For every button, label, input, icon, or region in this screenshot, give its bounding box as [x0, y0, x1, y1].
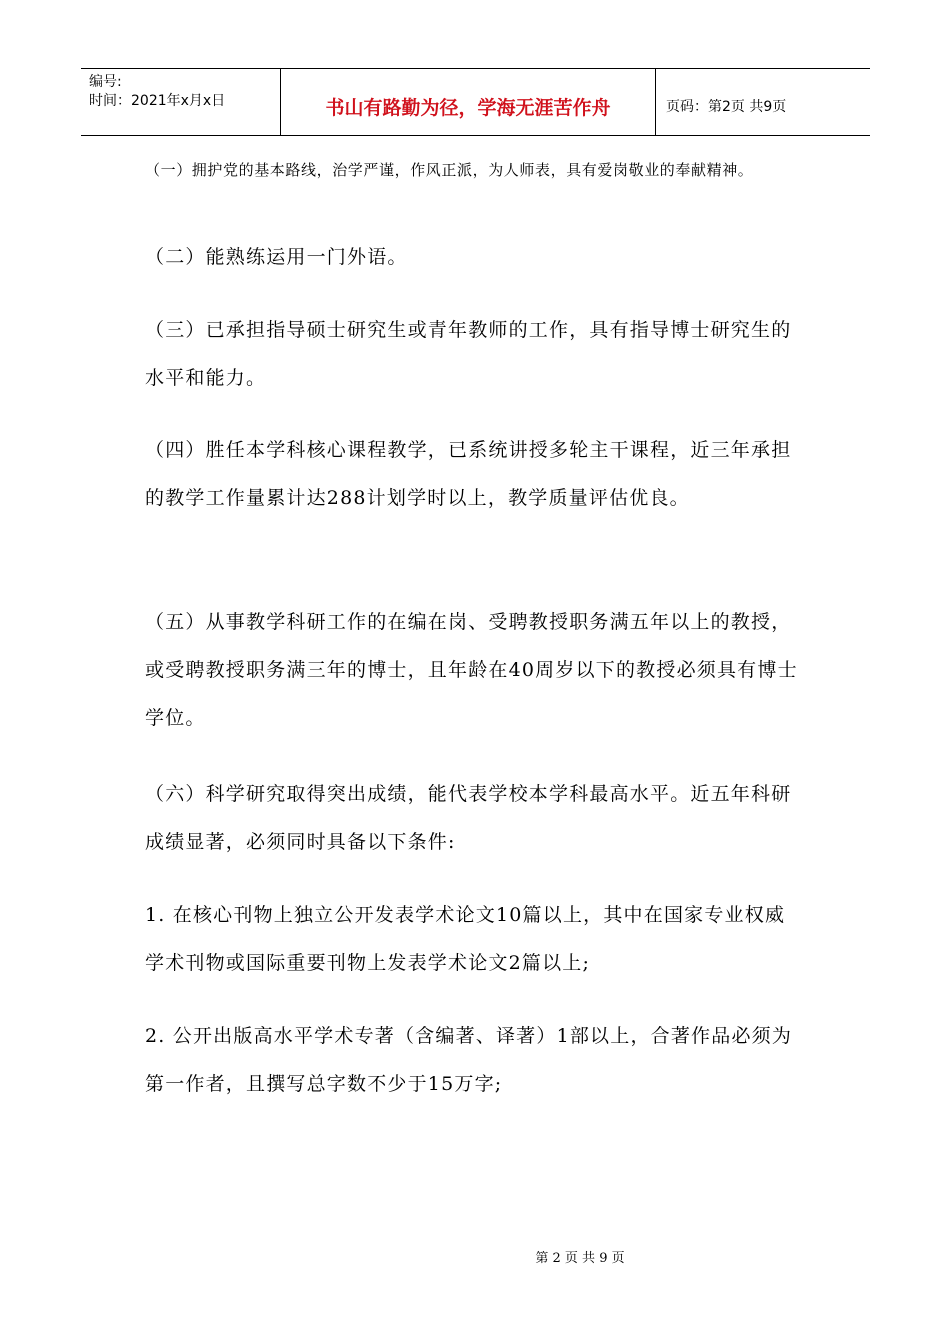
page-header: [81, 68, 870, 136]
paragraph-4: （四）胜任本学科核心课程教学，已系统讲授多轮主干课程，近三年承担的教学工作量累计达288计划学时以上，教学质量评估优良。: [145, 439, 792, 509]
header-page-info: 页码：第2页 共9页: [666, 99, 787, 115]
paragraph-3: （三）已承担指导硕士研究生或青年教师的工作，具有指导博士研究生的水平和能力。: [145, 319, 792, 389]
number-label: 编号:: [89, 74, 122, 90]
paragraph-1: （一）拥护党的基本路线，治学严谨，作风正派，为人师表，具有爱岗敬业的奉献精神。: [145, 161, 754, 179]
paragraph-2: （二）能熟练运用一门外语。: [145, 246, 408, 268]
paragraph-6: （六）科学研究取得突出成绩，能代表学校本学科最高水平。近五年科研成绩显著，必须同时具备以下条件:: [145, 783, 792, 853]
time-label: 时间：2021年x月x日: [89, 93, 226, 109]
paragraph-8: 2. 公开出版高水平学术专著（含编著、译著）1部以上，合著作品必须为第一作者，且撰写总字数不少于15万字;: [145, 1025, 793, 1095]
header-meta: [81, 69, 281, 135]
paragraph-7: 1. 在核心刊物上独立公开发表学术论文10篇以上，其中在国家专业权威学术刊物或国际重要刊物上发表学术论文2篇以上;: [145, 904, 786, 974]
header-motto: 书山有路勤为径，学海无涯苦作舟: [281, 69, 656, 135]
paragraph-5: （五）从事教学科研工作的在编在岗、受聘教授职务满五年以上的教授，或受聘教授职务满三年的博士，且年龄在40周岁以下的教授必须具有博士学位。: [145, 611, 798, 729]
page-footer: 第 2 页 共 9 页: [535, 1251, 625, 1266]
